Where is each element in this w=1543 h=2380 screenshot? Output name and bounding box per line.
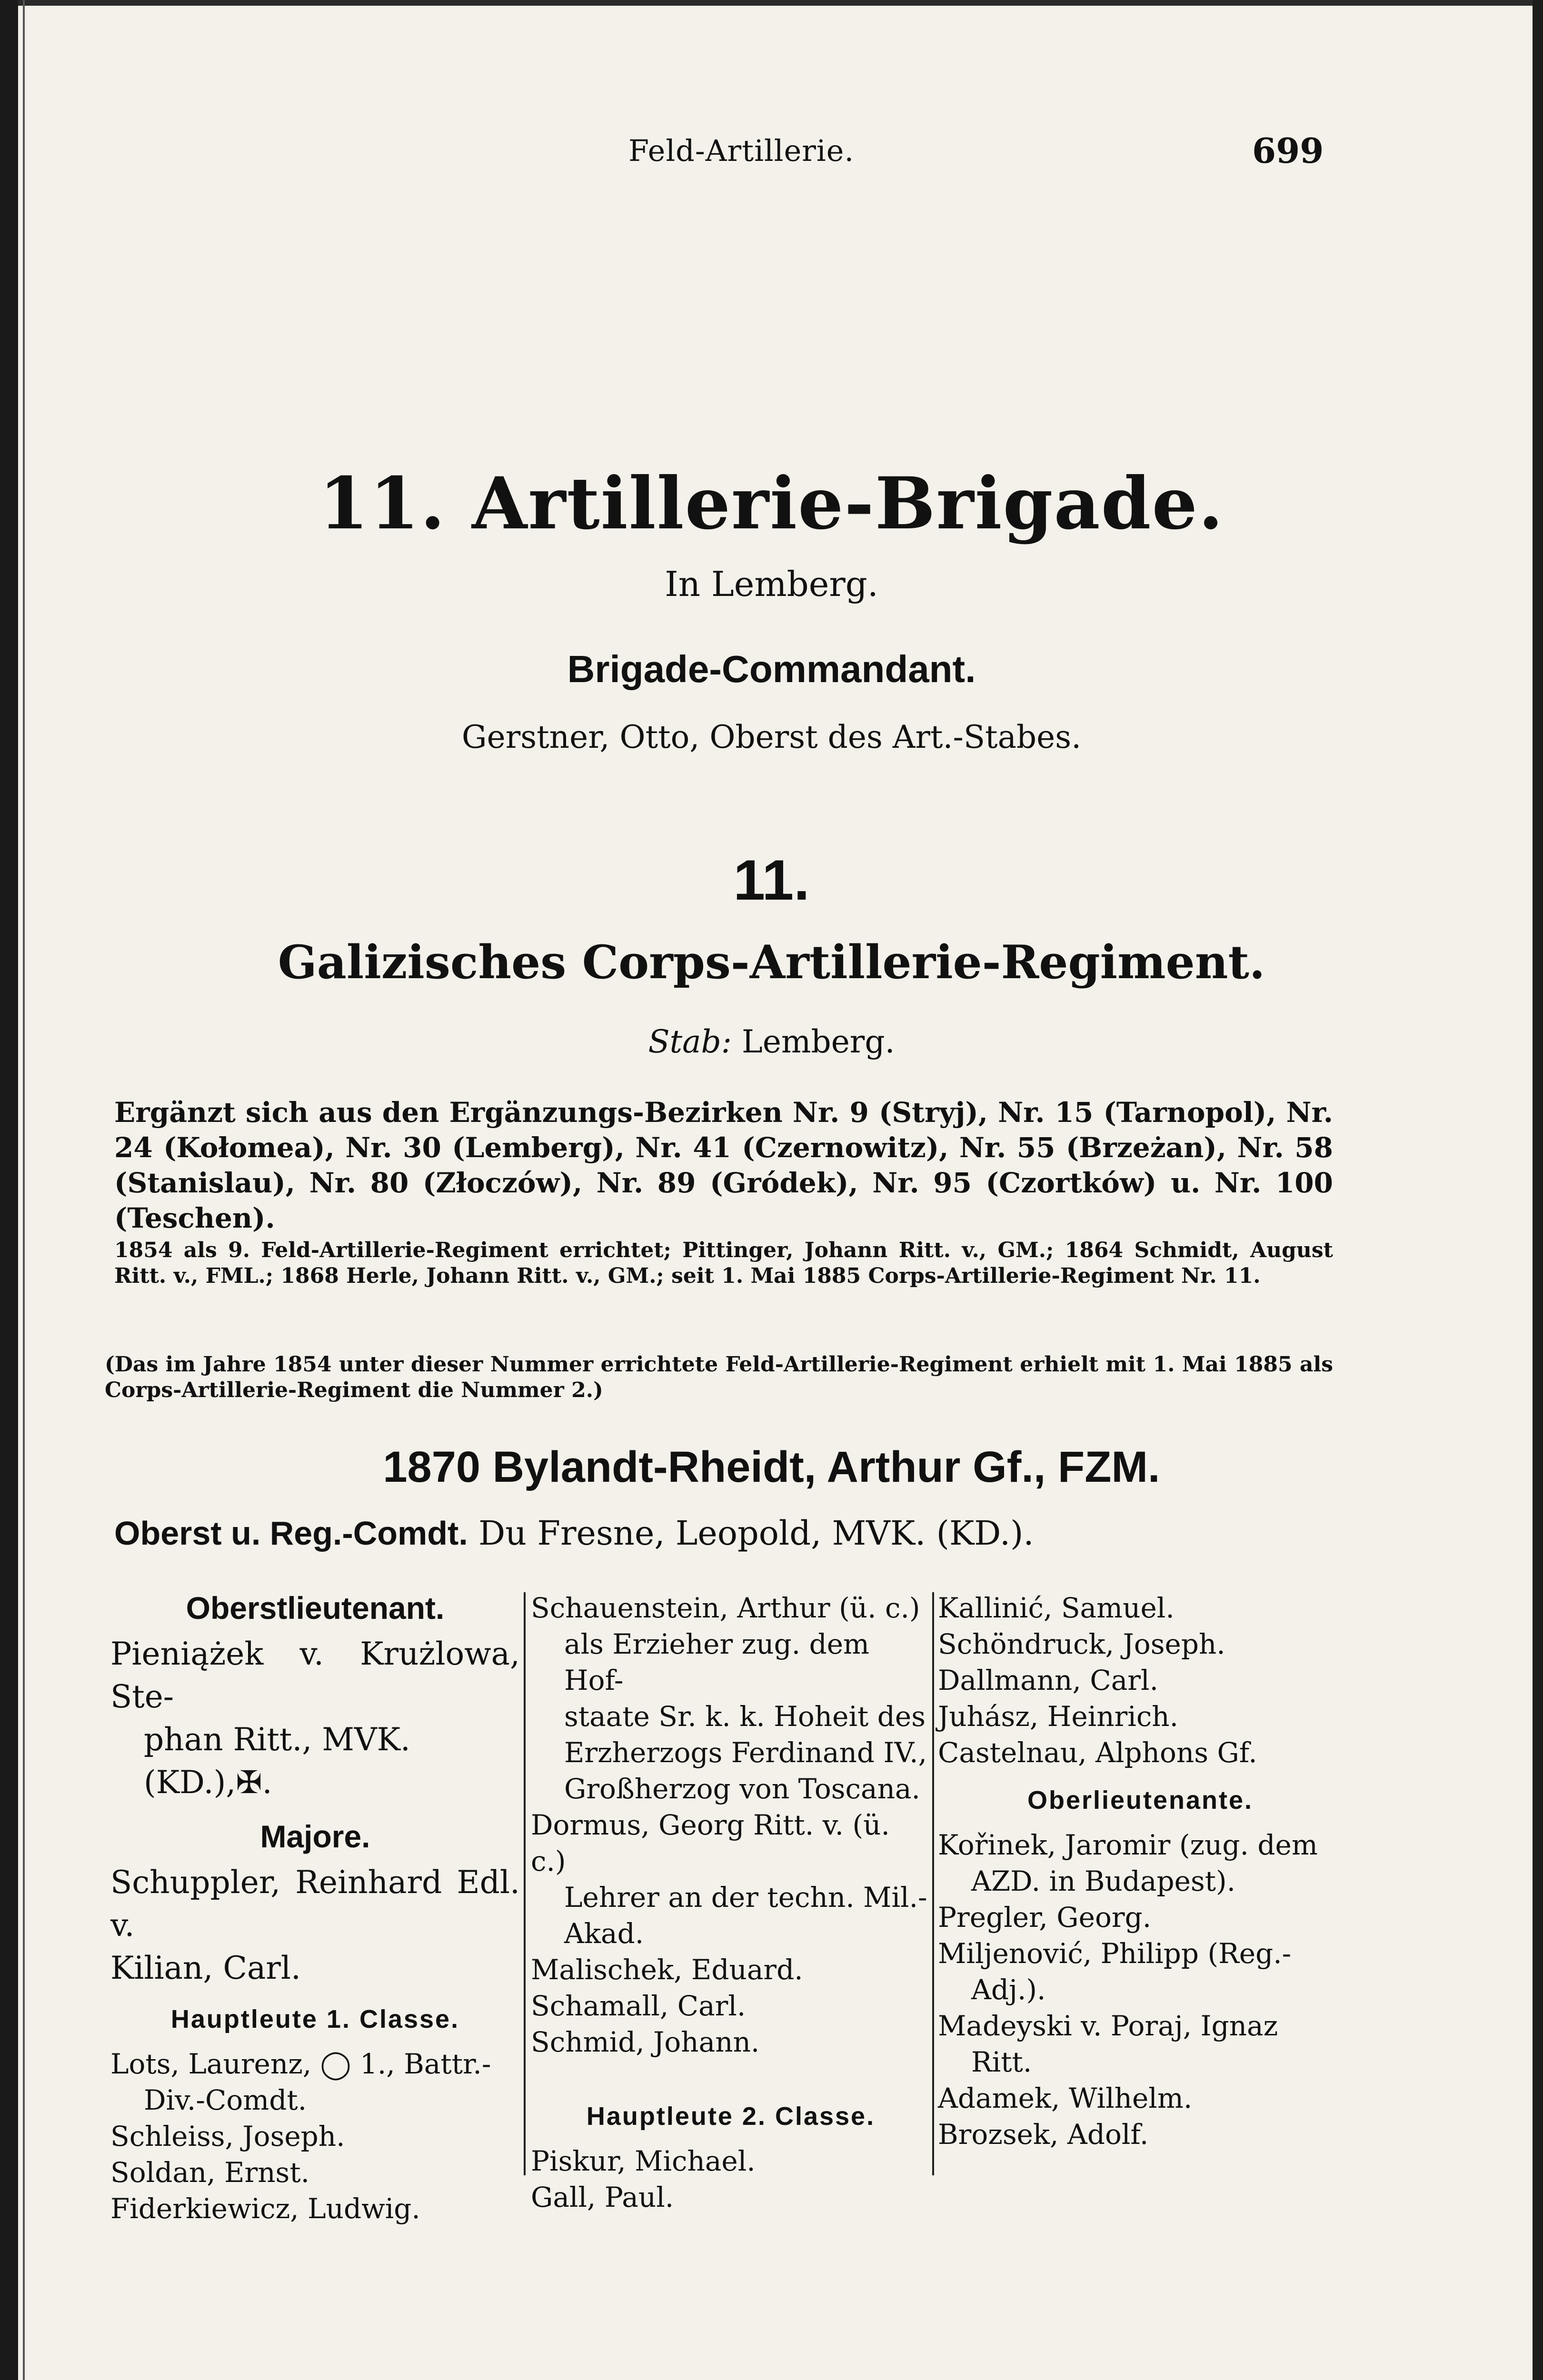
- list-item: Piskur, Michael.: [531, 2145, 756, 2177]
- list-item: staate Sr. k. k. Hoheit des: [564, 1700, 926, 1733]
- commandant-line: [114, 1514, 1034, 1553]
- staff-location: Lemberg.: [742, 1023, 895, 1060]
- oberlieutenante-heading: Oberlieutenante.: [1027, 1786, 1254, 1815]
- list-item: Soldan, Ernst.: [110, 2156, 310, 2189]
- history-paragraph: 1854 als 9. Feld-Artillerie-Regiment errichtet; Pittinger, Johann Ritt. v., GM.; 1864 Schmidt, August Ritt. v., FML.; 1868 Herle, Johann Ritt. v., GM.; seit 1. Mai 1885 Corps-Artillerie-Regiment Nr. 11.: [114, 1238, 1333, 1288]
- list-item: Akad.: [564, 1917, 644, 1950]
- list-item: Schuppler, Reinhard Edl.: [110, 1864, 520, 1901]
- list-item: Ritt.: [971, 2046, 1032, 2078]
- page-number: 699: [1252, 130, 1324, 171]
- list-item: Brozsek, Adolf.: [938, 2118, 1149, 2151]
- list-item: Pieniążek v. Krużlowa, Ste-: [110, 1636, 520, 1715]
- list-item: Dormus, Georg Ritt. v. (ü. c.): [531, 1809, 890, 1877]
- list-item: Schmid, Johann.: [531, 2026, 760, 2058]
- list-item: Div.-Comdt.: [144, 2084, 307, 2116]
- commander-heading: Brigade-Commandant.: [567, 648, 976, 690]
- scan-edge-line: [23, 0, 25, 2380]
- list-item: v.: [110, 1907, 135, 1944]
- brigade-title: 11. Artillerie-Brigade.: [319, 462, 1224, 545]
- list-item: Schauenstein, Arthur (ü. c.): [531, 1592, 920, 1624]
- majore-heading: Majore.: [260, 1819, 370, 1854]
- list-item: Kořinek, Jaromir (zug. dem: [938, 1829, 1318, 1861]
- hauptleute-2-heading: Hauptleute 2. Classe.: [586, 2102, 876, 2131]
- regiment-title: Galizisches Corps-Artillerie-Regiment.: [278, 935, 1265, 989]
- running-head: Feld-Artillerie.: [628, 133, 855, 168]
- list-item: Erzherzogs Ferdinand IV.,: [564, 1736, 927, 1769]
- list-item: Madeyski v. Poraj, Ignaz: [938, 2010, 1278, 2042]
- list-item: Schöndruck, Joseph.: [938, 1628, 1225, 1660]
- list-item: Pregler, Georg.: [938, 1901, 1152, 1934]
- list-item: Schamall, Carl.: [531, 1990, 746, 2022]
- page-header: [0, 130, 1543, 181]
- scan-edge-right: [1533, 0, 1543, 2380]
- hauptleute-1-heading: Hauptleute 1. Classe.: [170, 2005, 460, 2033]
- list-item: Fiderkiewicz, Ludwig.: [110, 2192, 420, 2225]
- list-item: Gall, Paul.: [531, 2181, 674, 2213]
- list-item: Adamek, Wilhelm.: [938, 2082, 1193, 2114]
- list-item: Lots, Laurenz, ◯ 1., Battr.-: [110, 2048, 491, 2080]
- commandant-label: Oberst u. Reg.-Comdt.: [114, 1515, 468, 1552]
- officer-column-2: [531, 1590, 931, 2215]
- list-item: Juhász, Heinrich.: [938, 1700, 1179, 1733]
- oberstlieutenant-heading: Oberstlieutenant.: [186, 1590, 445, 1626]
- staff-line: [0, 1023, 1543, 1060]
- column-divider: [524, 1592, 526, 2175]
- list-item: Großherzog von Toscana.: [564, 1773, 920, 1805]
- column-divider: [932, 1592, 934, 2175]
- brigade-location: In Lemberg.: [665, 564, 878, 604]
- commandant-name: Du Fresne, Leopold, MVK. (KD.).: [478, 1514, 1034, 1553]
- list-item: Castelnau, Alphons Gf.: [938, 1736, 1257, 1769]
- list-item: Schleiss, Joseph.: [110, 2120, 345, 2152]
- officer-column-1: [110, 1590, 520, 2227]
- list-item: phan Ritt., MVK. (KD.),✠.: [144, 1721, 410, 1801]
- scan-edge-left: [0, 0, 18, 2380]
- list-item: Malischek, Eduard.: [531, 1954, 803, 1986]
- note-paragraph: (Das im Jahre 1854 unter dieser Nummer errichtete Feld-Artillerie-Regiment erhielt mit 1. Mai 1885 als Corps-Artillerie-Regiment die Nummer 2.): [105, 1352, 1333, 1402]
- scan-edge-top: [0, 0, 1543, 6]
- list-item: Lehrer an der techn. Mil.-: [564, 1881, 927, 1914]
- list-item: Kallinić, Samuel.: [938, 1592, 1175, 1624]
- staff-label: Stab:: [648, 1023, 732, 1060]
- regiment-inhaber: 1870 Bylandt-Rheidt, Arthur Gf., FZM.: [383, 1443, 1160, 1491]
- regiment-number: 11.: [733, 848, 810, 912]
- list-item: Kilian, Carl.: [110, 1950, 301, 1986]
- supplement-paragraph: Ergänzt sich aus den Ergänzungs-Bezirken Nr. 9 (Stryj), Nr. 15 (Tarnopol), Nr. 24 (Kołomea), Nr. 30 (Lemberg), Nr. 41 (Czernowitz), Nr. 55 (Brzeżan), Nr. 58 (Stanislau), Nr. 80 (Złoczów), Nr. 89 (Gródek), Nr. 95 (Czortków) u. Nr. 100 (Teschen).: [114, 1096, 1333, 1234]
- list-item: als Erzieher zug. dem Hof-: [564, 1628, 870, 1696]
- officer-column-3: [938, 1590, 1343, 2152]
- list-item: Adj.).: [971, 1973, 1046, 2006]
- list-item: Dallmann, Carl.: [938, 1664, 1159, 1696]
- list-item: AZD. in Budapest).: [971, 1865, 1236, 1897]
- brigade-commander: Gerstner, Otto, Oberst des Art.-Stabes.: [461, 719, 1082, 755]
- list-item: Miljenović, Philipp (Reg.-: [938, 1937, 1292, 1970]
